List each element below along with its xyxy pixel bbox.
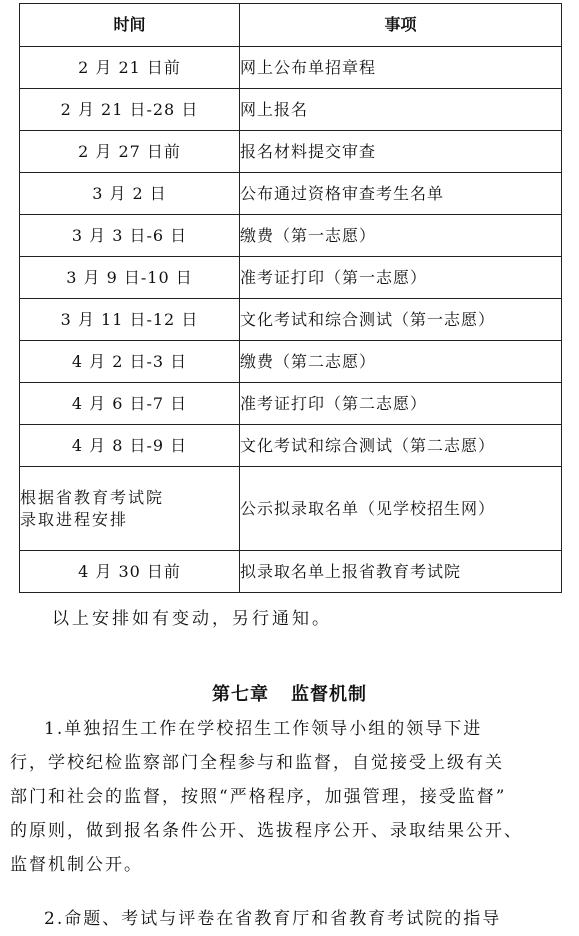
table-row — [20, 383, 562, 425]
paragraph-line: 行，学校纪检监察部门全程参与和监督，自觉接受上级有关 — [10, 753, 504, 773]
cell-item: 拟录取名单上报省教育考试院 — [240, 551, 562, 593]
table-row — [20, 89, 562, 131]
table-row — [20, 467, 562, 551]
paragraph-line: 1.单独招生工作在学校招生工作领导小组的领导下进 — [44, 719, 483, 739]
cell-time-line: 根据省教育考试院 — [20, 487, 165, 507]
chapter-heading — [0, 680, 579, 706]
chapter-title: 监督机制 — [291, 684, 367, 705]
cell-time: 3 月 9 日-10 日 — [20, 257, 240, 299]
cell-item: 公布通过资格审查考生名单 — [240, 173, 562, 215]
paragraph — [10, 902, 566, 936]
cell-time: 2 月 21 日-28 日 — [20, 89, 240, 131]
cell-time: 3 月 11 日-12 日 — [20, 299, 240, 341]
chapter-number: 第七章 — [212, 684, 269, 705]
paragraph-line: 部门和社会的监督，按照“严格程序，加强管理，接受监督” — [10, 787, 507, 807]
admission-schedule-table — [19, 3, 562, 593]
paragraph — [10, 712, 566, 882]
cell-item: 文化考试和综合测试（第二志愿） — [240, 425, 562, 467]
cell-item: 网上公布单招章程 — [240, 47, 562, 89]
cell-time: 3 月 3 日-6 日 — [20, 215, 240, 257]
table-row — [20, 551, 562, 593]
cell-time: 2 月 27 日前 — [20, 131, 240, 173]
cell-time: 4 月 8 日-9 日 — [20, 425, 240, 467]
cell-time: 4 月 30 日前 — [20, 551, 240, 593]
table-header-row — [20, 4, 562, 47]
cell-time-line: 录取进程安排 — [20, 509, 129, 529]
paragraph-line: 的原则，做到报名条件公开、选拔程序公开、录取结果公开、 — [10, 821, 523, 841]
column-header-time: 时间 — [20, 4, 240, 47]
table-row — [20, 299, 562, 341]
cell-time — [20, 467, 240, 551]
schedule-change-note: 以上安排如有变动，另行通知。 — [52, 609, 332, 629]
table-row — [20, 173, 562, 215]
paragraph-line: 监督机制公开。 — [10, 855, 143, 875]
table-row — [20, 131, 562, 173]
table-row — [20, 47, 562, 89]
paragraph-line: 2.命题、考试与评卷在省教育厅和省教育考试院的指导 — [44, 909, 502, 929]
cell-item: 准考证打印（第二志愿） — [240, 383, 562, 425]
cell-item: 网上报名 — [240, 89, 562, 131]
cell-time: 4 月 6 日-7 日 — [20, 383, 240, 425]
cell-item: 公示拟录取名单（见学校招生网） — [240, 467, 562, 551]
cell-time: 2 月 21 日前 — [20, 47, 240, 89]
cell-item: 准考证打印（第一志愿） — [240, 257, 562, 299]
cell-time: 4 月 2 日-3 日 — [20, 341, 240, 383]
table-row — [20, 341, 562, 383]
cell-item: 报名材料提交审查 — [240, 131, 562, 173]
cell-time: 3 月 2 日 — [20, 173, 240, 215]
cell-item: 文化考试和综合测试（第一志愿） — [240, 299, 562, 341]
column-header-item: 事项 — [240, 4, 562, 47]
table-row — [20, 257, 562, 299]
cell-item: 缴费（第二志愿） — [240, 341, 562, 383]
cell-item: 缴费（第一志愿） — [240, 215, 562, 257]
table-row — [20, 215, 562, 257]
table-row — [20, 425, 562, 467]
